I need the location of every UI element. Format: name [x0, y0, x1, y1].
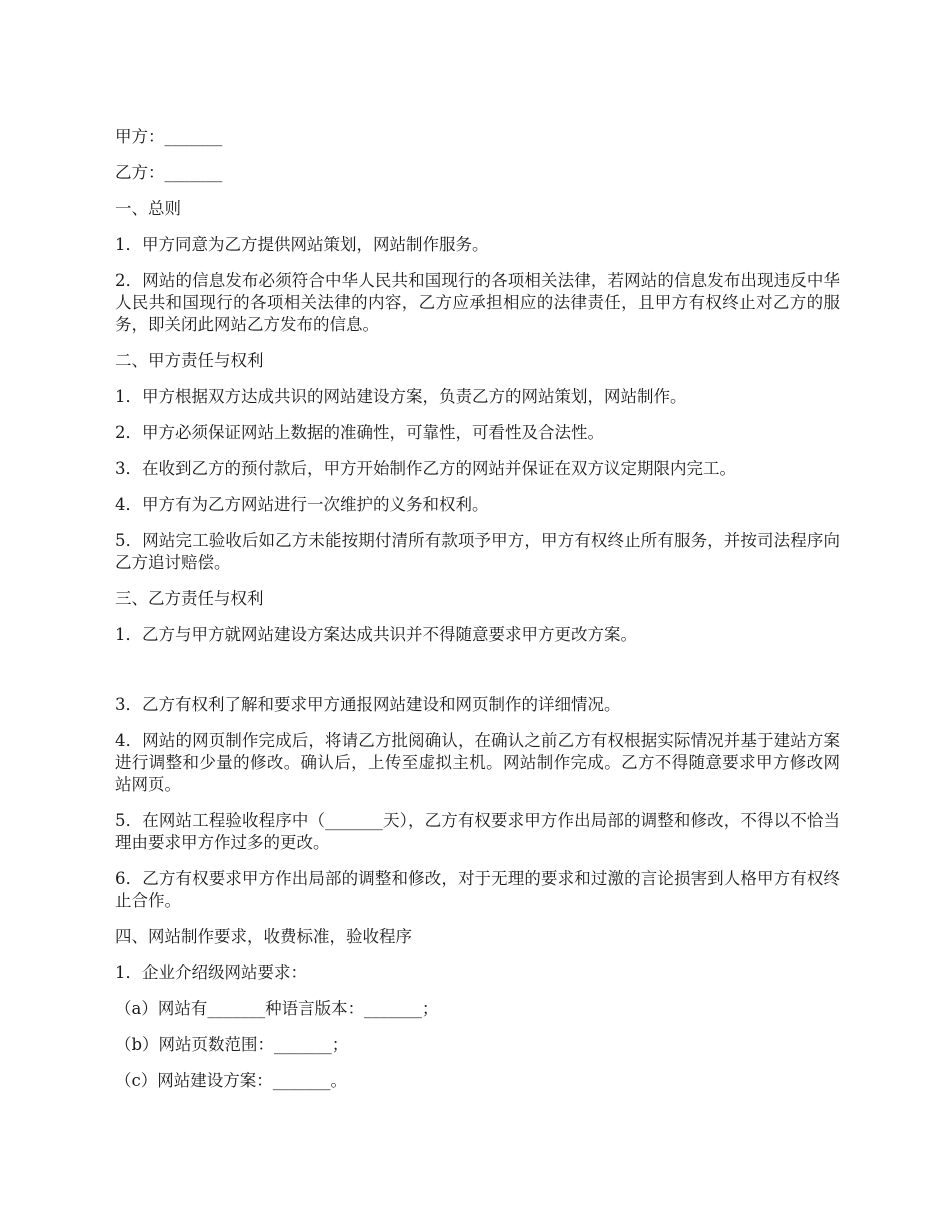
party-a-clause-4: 4．甲方有为乙方网站进行一次维护的义务和权利。: [115, 495, 489, 514]
general-clause-2: 2．网站的信息发布必须符合中华人民共和国现行的各项相关法律，若网站的信息发布出现违反中华人民共和国现行的各项相关法律的内容，乙方应承担相应的法律责任，且甲方有权终止对乙方的服务，即关闭此网站乙方发布的信息。: [115, 271, 840, 334]
section-heading-party-a: 二、甲方责任与权利: [115, 351, 264, 370]
requirement-item-1: 1．企业介绍级网站要求：: [115, 963, 307, 982]
blank-gap: [115, 660, 840, 694]
party-a-clause-1: 1．甲方根据双方达成共识的网站建设方案，负责乙方的网站策划，网站制作。: [115, 387, 687, 406]
requirement-item-c: （c）网站建设方案：_______。: [115, 1071, 347, 1090]
section-heading-party-b: 三、乙方责任与权利: [115, 589, 264, 608]
requirement-item-a: （a）网站有_______种语言版本：_______；: [115, 999, 439, 1018]
general-clause-1: 1．甲方同意为乙方提供网站策划，网站制作服务。: [115, 235, 489, 254]
requirement-item-b: （b）网站页数范围：_______；: [115, 1035, 349, 1054]
party-b-line: 乙方：_______: [115, 163, 223, 182]
party-a-line: 甲方：_______: [115, 127, 223, 146]
party-a-clause-5: 5．网站完工验收后如乙方未能按期付清所有款项予甲方，甲方有权终止所有服务，并按司法程序向乙方追讨赔偿。: [115, 531, 840, 572]
party-b-clause-1: 1．乙方与甲方就网站建设方案达成共识并不得随意要求甲方更改方案。: [115, 625, 637, 644]
party-b-clause-5: 5．在网站工程验收程序中（_______天），乙方有权要求甲方作出局部的调整和修改，不得以不恰当理由要求甲方作过多的更改。: [115, 811, 840, 852]
party-b-clause-4: 4．网站的网页制作完成后，将请乙方批阅确认，在确认之前乙方有权根据实际情况并基于建站方案进行调整和少量的修改。确认后，上传至虚拟主机。网站制作完成。乙方不得随意要求甲方修改网站网页。: [115, 731, 840, 794]
section-heading-general: 一、总则: [115, 199, 181, 218]
party-a-clause-2: 2．甲方必须保证网站上数据的准确性，可靠性，可看性及合法性。: [115, 423, 604, 442]
party-b-clause-3: 3．乙方有权利了解和要求甲方通报网站建设和网页制作的详细情况。: [115, 695, 621, 714]
document-body: [115, 126, 840, 1106]
section-heading-requirements: 四、网站制作要求，收费标准，验收程序: [115, 927, 412, 946]
party-b-clause-6: 6．乙方有权要求甲方作出局部的调整和修改，对于无理的要求和过激的言论损害到人格甲方有权终止合作。: [115, 869, 840, 910]
party-a-clause-3: 3．在收到乙方的预付款后，甲方开始制作乙方的网站并保证在双方议定期限内完工。: [115, 459, 736, 478]
